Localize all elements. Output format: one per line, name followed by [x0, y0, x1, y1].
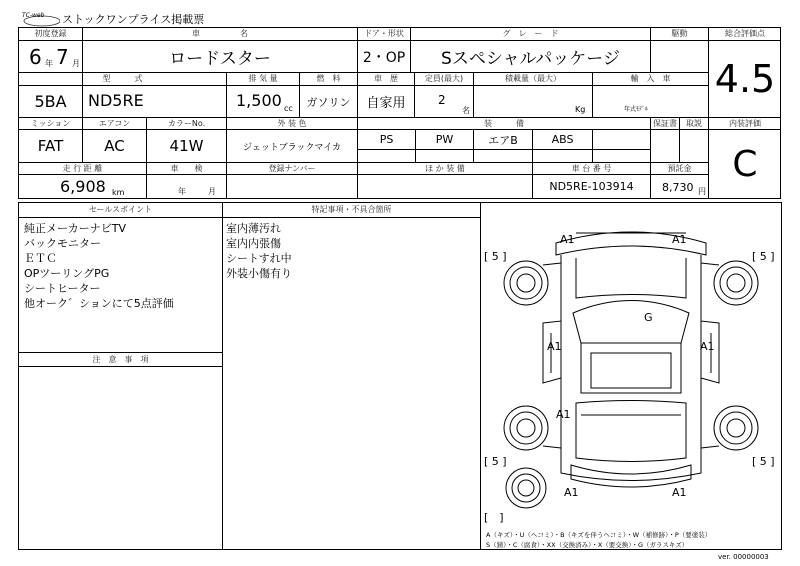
unit-persons: 名: [462, 106, 470, 115]
page-title: ストックワンプライス掲載票: [62, 13, 205, 26]
logo-text: TC-web: [22, 12, 45, 19]
label-grade: グ レ ー ド: [502, 29, 559, 38]
rear-bumper: [571, 465, 691, 487]
label-fuel: 燃 料: [316, 74, 341, 83]
grade-value: Sスペシャルパッケージ: [441, 49, 620, 69]
equipment-item: ABS: [551, 133, 574, 146]
label-import: 輸 入 車: [630, 74, 671, 83]
label-mission: ミッション: [30, 118, 71, 128]
label-warranty: 保証書: [653, 118, 677, 128]
car-name-value: ロードスター: [169, 49, 271, 69]
model-code-value: ND5RE: [88, 91, 144, 110]
wheel-rear-left: [504, 406, 548, 450]
label-load: 積載量（最大）: [505, 74, 561, 83]
unit-model-year: 年式ﾓﾃﾞﾙ: [624, 106, 649, 113]
label-chassis-number: 車 台 番 号: [571, 163, 612, 173]
note-item: 室内内張傷: [226, 237, 281, 250]
damage-mark-right-door: A1: [700, 340, 715, 353]
label-exterior-color: 外 装 色: [277, 118, 307, 128]
version-label: ver. 00000003: [718, 553, 769, 561]
car-diagram: [481, 203, 781, 533]
spare-bracket: [ ]: [484, 511, 504, 524]
label-manual: 取説: [686, 118, 702, 128]
fuel-value: ガソリン: [306, 95, 351, 109]
reg-year: 6: [29, 45, 42, 69]
sales-point-item: OPツーリングPG: [24, 267, 110, 280]
note-item: シートすれ中: [226, 252, 292, 265]
tire-label-fl: [ 5 ]: [484, 250, 507, 263]
label-mileage: 走 行 距 離: [62, 163, 103, 173]
unit-year: 年: [45, 59, 53, 68]
sales-point-item: ＥＴＣ: [24, 252, 57, 265]
label-history: 車 歴: [374, 74, 398, 83]
overall-score-value: 4.5: [714, 57, 776, 101]
roof: [581, 343, 681, 393]
sales-point-item: 純正メーカーナビTV: [24, 222, 127, 235]
unit-km: km: [112, 188, 125, 197]
label-car-name: 車 名: [192, 29, 248, 38]
aircon-value: AC: [104, 137, 125, 155]
unit-yen: 円: [698, 187, 706, 196]
wheel-front-right: [714, 261, 758, 305]
history-value: 自家用: [366, 96, 406, 111]
damage-legend-line: A（キズ）・U（ヘコミ）・B（キズを伴うヘコミ）・W（補修跡）・P（要塗装）: [486, 531, 712, 539]
damage-mark-front-bumper: A1: [560, 233, 575, 246]
damage-mark-rear-right: A1: [672, 486, 687, 499]
car-body: [561, 255, 701, 481]
note-item: 室内薄汚れ: [226, 222, 281, 235]
label-sales-points: セールスポイント: [88, 205, 153, 214]
label-drive: 駆動: [671, 29, 688, 38]
damage-mark-rear-deck: A1: [556, 408, 571, 421]
color-no-value: 41W: [169, 137, 204, 155]
interior-score-value: C: [732, 143, 758, 185]
label-cautions: 注 意 事 項: [92, 355, 149, 364]
label-interior-score: 内装評価: [729, 118, 761, 128]
label-door-shape: ドア・形状: [364, 29, 404, 38]
capacity-value: 2: [438, 93, 446, 107]
exterior-color-value: ジェットブラックマイカ: [243, 142, 341, 153]
first-reg-value: [19, 41, 82, 72]
sales-point-item: バックモニター: [24, 237, 101, 250]
displacement-value: 1,500: [236, 91, 282, 110]
equipment-item: PW: [435, 133, 454, 146]
label-other-equipment: ほ か 装 備: [425, 163, 465, 173]
price-value: 8,730: [662, 181, 694, 194]
inspection-unit-month: 月: [208, 187, 216, 196]
door-shape-value: 2・OP: [362, 49, 406, 66]
label-aircon: エアコン: [98, 118, 131, 128]
damage-mark-glass: G: [644, 311, 653, 324]
label-reg-number: 登録ナンバー: [268, 163, 316, 173]
damage-mark-front-right: A1: [672, 233, 687, 246]
windshield: [573, 301, 689, 344]
inspection-unit-year: 年: [178, 187, 186, 196]
tire-label-fr: [ 5 ]: [752, 250, 775, 263]
label-inspection: 車 検: [170, 163, 203, 173]
unit-kg: Kg: [575, 105, 586, 114]
reg-month: 7: [56, 45, 69, 69]
label-overall-score: 総合評価点: [725, 29, 765, 38]
note-item: 外装小傷有り: [226, 267, 292, 280]
label-displacement: 排 気 量: [248, 74, 278, 83]
sales-point-item: 他オーク゛ションにて5点評価: [24, 297, 174, 310]
tire-label-rr: [ 5 ]: [752, 455, 775, 468]
equipment-item: エアB: [488, 133, 518, 147]
unit-month: 月: [72, 59, 80, 68]
model-value: 5BA: [34, 92, 67, 111]
label-price: 預託金: [667, 163, 692, 173]
chassis-number-value: ND5RE-103914: [549, 180, 634, 193]
unit-cc: cc: [284, 104, 293, 113]
label-capacity: 定員(最大): [424, 74, 464, 83]
damage-mark-rear-left: A1: [564, 486, 579, 499]
label-notes: 特記事項・不具合箇所: [311, 205, 392, 214]
damage-mark-left-door: A1: [547, 340, 562, 353]
wheel-rear-right: [714, 406, 758, 450]
label-equipment: 装 備: [484, 118, 524, 128]
label-first-reg: 初度登録: [34, 29, 67, 38]
wheel-front-left: [504, 261, 548, 305]
sales-point-item: シートヒーター: [24, 282, 101, 295]
equipment-item: PS: [379, 133, 394, 146]
tire-label-rl: [ 5 ]: [484, 455, 507, 468]
label-model: 型 式: [102, 74, 143, 83]
label-color-no: カラーNo.: [167, 118, 206, 128]
mission-value: FAT: [37, 137, 64, 155]
damage-legend-line: S（錆）・C（腐食）・XX（交換済み）・X（要交換）・G（ガラスキズ）: [486, 541, 689, 549]
mileage-value: 6,908: [60, 177, 106, 196]
